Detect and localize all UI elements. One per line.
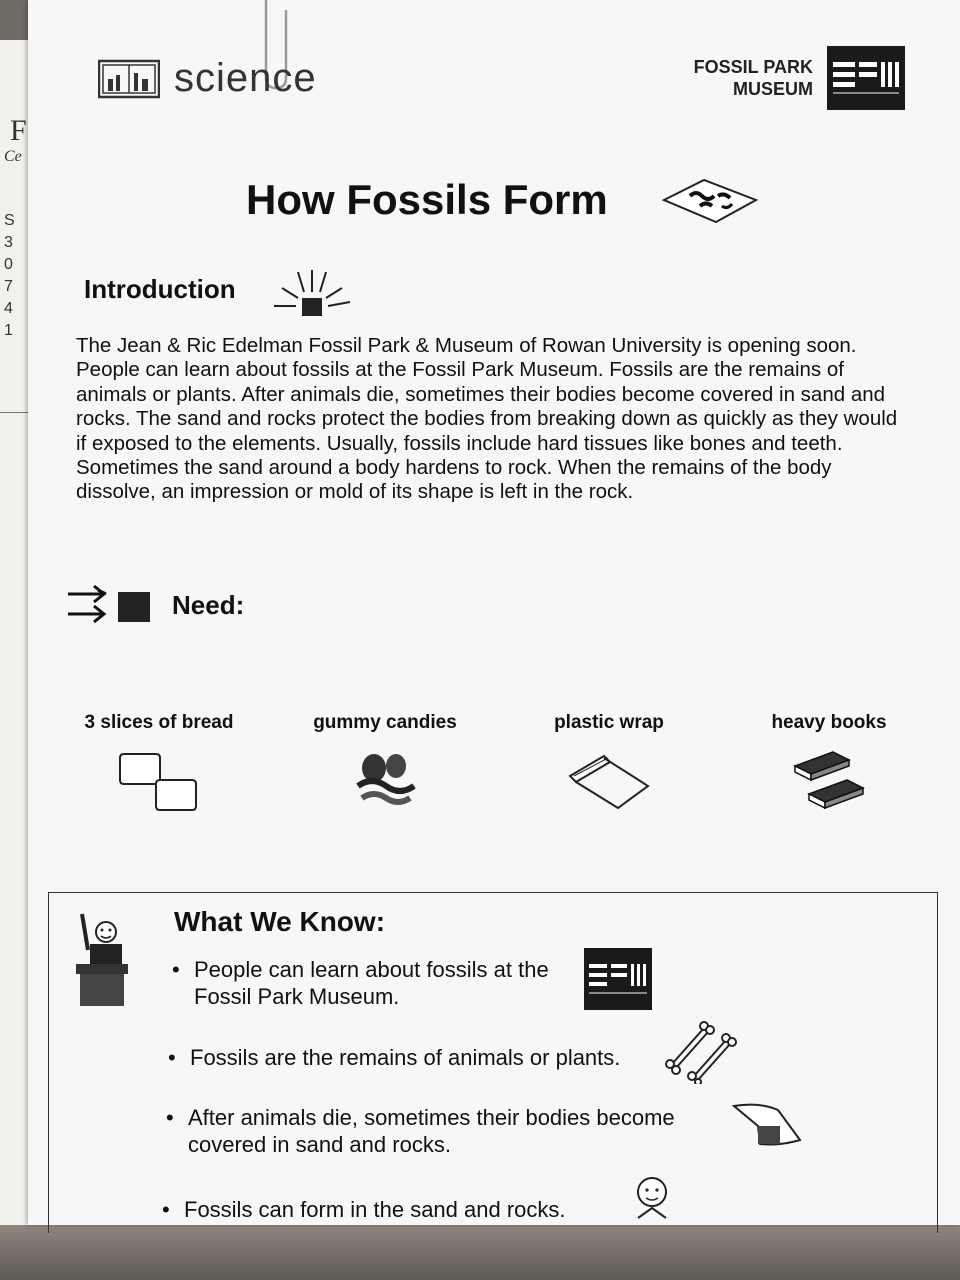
fossil-slab-icon [660,176,760,226]
plastic-wrap-icon [564,746,654,816]
bullet-dot: • [172,957,180,982]
desk-surface [0,1225,960,1280]
light-burst-icon [268,262,358,322]
bullet-line: Fossils are the remains of animals or plants. [190,1045,621,1070]
need-item-label: 3 slices of bread [84,712,234,733]
bullet-line: People can learn about fossils at the [194,957,549,982]
introduction-text: The Jean & Ric Edelman Fossil Park & Museum of Rowan University is opening soon. People can learn about fossils at the Fossil Park Museum. Fossils are the remains of animals or plants. After animals die, sometimes their bodies become covered in sand and rocks. The sand and rocks protect the bodies from breaking down as quickly as they would if exposed to the elements. Usually, fossils include hard tissues like bones and teeth. Sometimes the sand around a body hardens to rock. When the remains of the body dissolve, an impression or mold of its shape is left in the rock. [76,334,898,504]
need-item [74,712,244,816]
bullet-dot: • [166,1105,174,1130]
museum-logo [694,46,905,110]
science-logo [98,56,317,101]
background-letter: 3 [4,234,13,251]
need-item-label: heavy books [771,712,887,733]
know-bullet [166,1104,675,1158]
bones-icon [664,1018,738,1084]
background-letter: F [10,114,27,147]
museum-name-line1: FOSSIL PARK [693,57,813,77]
bullet-line: After animals die, sometimes their bodies become [188,1105,675,1130]
bullet-line: covered in sand and rocks. [188,1132,451,1157]
person-thinking-icon [632,1174,672,1224]
know-bullet [168,1044,621,1071]
need-item [744,712,914,816]
bullet-line: Fossils can form in the sand and rocks. [184,1197,566,1222]
museum-name-line2: MUSEUM [733,79,813,99]
background-letter: Ce [4,148,22,165]
bread-icon [114,746,204,816]
museum-name [694,56,813,100]
hands-materials-icon [64,580,154,624]
know-bullet [162,1196,566,1223]
lab-book-icon [98,59,160,99]
introduction-heading: Introduction [84,274,236,304]
background-letter: 0 [4,256,13,273]
books-icon [789,746,869,816]
bullet-dot: • [162,1197,170,1222]
background-letter: S [4,212,15,229]
museum-mark-icon [584,948,652,1010]
need-item-label: plastic wrap [554,712,664,733]
bullet-line: Fossil Park Museum. [194,984,400,1009]
gummy-candies-icon [350,746,420,816]
subject-label: science [174,56,317,100]
museum-mark-icon [827,46,905,110]
worksheet-page [28,0,960,1225]
page-title: How Fossils Form [246,176,608,223]
bullet-dot: • [168,1045,176,1070]
need-heading: Need: [172,590,245,620]
background-letter: 7 [4,278,13,295]
know-bullet [172,956,549,1010]
need-item [524,712,694,816]
what-we-know-heading: What We Know: [174,906,386,937]
sand-covered-body-icon [730,1100,804,1152]
need-item [300,712,470,816]
raised-hand-student-icon [72,910,132,1010]
background-letter: 1 [4,322,13,339]
need-item-label: gummy candies [313,712,457,733]
background-letter: 4 [4,300,13,317]
